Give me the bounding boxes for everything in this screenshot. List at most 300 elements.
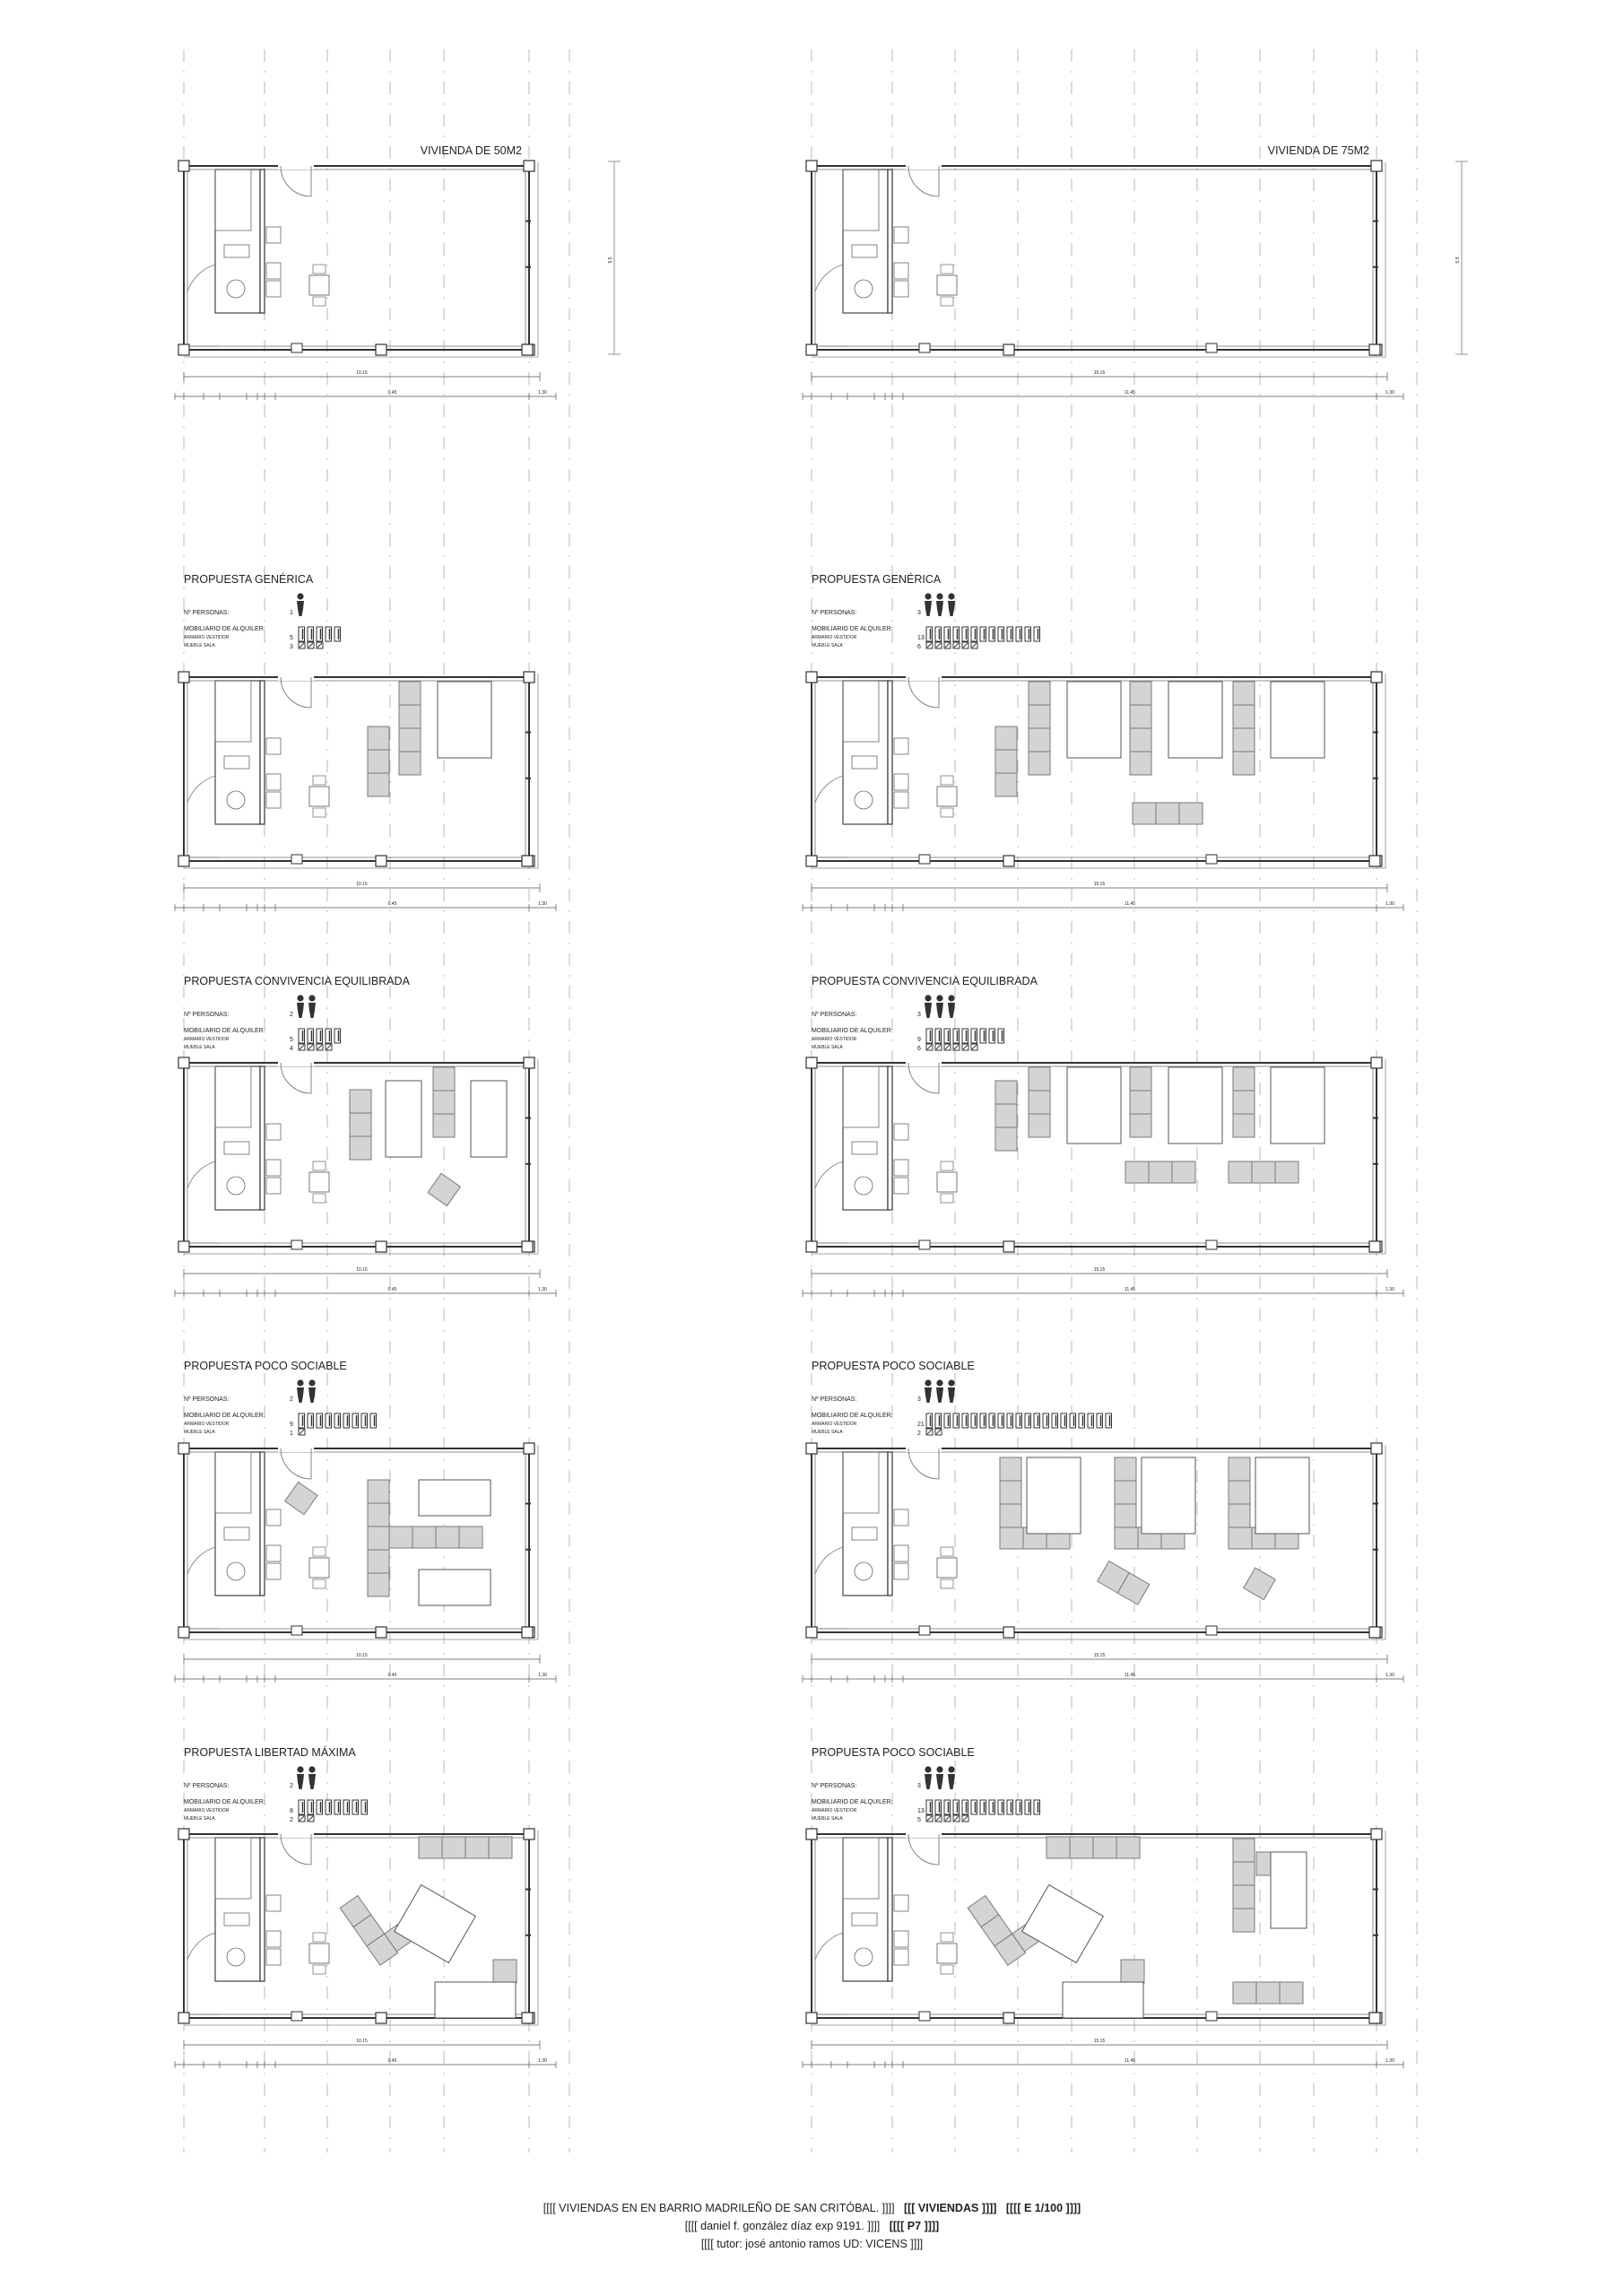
structural-column <box>1371 672 1382 683</box>
closet-icon <box>944 1413 951 1428</box>
closet-module <box>350 1090 371 1113</box>
closet-module <box>1133 803 1156 824</box>
toilet <box>855 1948 873 1966</box>
structural-column <box>919 344 930 352</box>
closet-module <box>995 1081 1017 1104</box>
chair <box>313 1161 326 1170</box>
counter <box>266 1160 281 1176</box>
closet-label: ARMARIO VESTIDOR <box>184 635 230 640</box>
structural-column <box>178 1443 189 1454</box>
closet-icon <box>971 1413 977 1428</box>
left-plan-2 <box>175 975 556 1297</box>
living-label: MUEBLE SALA <box>184 643 215 648</box>
closet-icon <box>1034 627 1040 641</box>
closet-icon <box>299 627 305 641</box>
sheet-name: [[[ VIVIENDAS ]]]] <box>903 2202 997 2214</box>
closet-module <box>1256 1982 1280 2004</box>
structural-column <box>806 2013 817 2023</box>
closet-module <box>1000 1481 1021 1504</box>
closet-icon <box>299 1800 305 1814</box>
plan-title: PROPUESTA POCO SOCIABLE <box>184 1360 347 1372</box>
dining-table <box>309 1944 329 1963</box>
sink <box>224 1527 249 1540</box>
chair <box>313 297 326 306</box>
living-count: 6 <box>917 1046 921 1052</box>
dimension-label: 10.15 <box>356 882 368 887</box>
structural-column <box>1003 1627 1014 1638</box>
structural-column <box>524 1443 534 1454</box>
closet-icon <box>935 1029 942 1043</box>
structural-column <box>806 1829 817 1839</box>
closet-module <box>1280 1982 1303 2004</box>
bed <box>1271 682 1324 758</box>
closet-module <box>1029 752 1050 775</box>
closet-module <box>1029 1067 1050 1091</box>
structural-column <box>1206 2012 1217 2021</box>
closet-module <box>368 1526 389 1550</box>
closet-module <box>1046 1837 1070 1858</box>
structural-column <box>522 344 533 355</box>
structural-column <box>376 344 386 355</box>
lounge-chair <box>428 1173 460 1205</box>
door-swing <box>187 1161 215 1188</box>
structural-column <box>919 2012 930 2021</box>
closet-icon <box>334 1029 341 1043</box>
living-label: MUEBLE SALA <box>812 643 843 648</box>
closet-module <box>1130 682 1151 705</box>
chair <box>941 297 953 306</box>
closet-module <box>1233 1091 1255 1114</box>
closet-icon <box>944 1029 951 1043</box>
dimension-label: 1.30 <box>1385 390 1394 396</box>
people-label: Nº PERSONAS: <box>812 1783 857 1789</box>
shower <box>215 170 251 230</box>
bed <box>438 682 491 758</box>
structural-column <box>178 344 189 355</box>
door-swing <box>281 166 311 196</box>
dimension-label: 15.15 <box>1093 1653 1106 1658</box>
closet-module <box>1000 1457 1021 1481</box>
structural-column <box>178 2013 189 2023</box>
person-icon <box>297 995 303 1001</box>
closet-icon <box>326 1800 332 1814</box>
closet-module <box>368 1573 389 1596</box>
toilet <box>227 1562 245 1580</box>
living-count: 3 <box>290 644 293 650</box>
closet-icon <box>998 1413 1004 1428</box>
bed <box>1067 682 1121 758</box>
person-icon <box>936 593 942 599</box>
plan-title: PROPUESTA CONVIVENCIA EQUILIBRADA <box>184 975 410 987</box>
person-icon <box>948 601 955 616</box>
person-icon <box>925 1766 931 1772</box>
structural-column <box>524 672 534 683</box>
person-icon <box>925 1379 931 1386</box>
dimension-label: 1.30 <box>1385 1287 1394 1292</box>
closet-module <box>436 1526 459 1548</box>
closet-module <box>433 1067 455 1091</box>
structural-column <box>1003 856 1014 866</box>
closet-icon <box>953 1029 960 1043</box>
closet-count: 5 <box>290 1037 293 1043</box>
closet-module <box>995 726 1017 750</box>
people-count: 3 <box>917 610 921 616</box>
person-icon <box>948 1379 954 1386</box>
counter <box>266 1895 281 1911</box>
furniture-label: MOBILIARIO DE ALQUILER: <box>812 1413 893 1419</box>
bathroom-wall <box>260 1838 265 1981</box>
structural-column <box>291 2012 302 2021</box>
chair <box>313 1194 326 1203</box>
bathroom-wall <box>888 1452 892 1596</box>
counter <box>266 1509 281 1526</box>
bed <box>1027 1457 1081 1534</box>
furniture-label: MOBILIARIO DE ALQUILER: <box>184 1413 265 1419</box>
door-opening <box>906 1831 942 1838</box>
sink <box>852 1142 877 1154</box>
closet-module <box>1233 1909 1255 1932</box>
people-label: Nº PERSONAS: <box>812 610 857 616</box>
title-block-line-3 <box>0 2238 1624 2250</box>
closet-icon <box>352 1800 359 1814</box>
closet-icon <box>343 1800 350 1814</box>
person-icon <box>308 995 315 1001</box>
dimension-label: 15.15 <box>1093 1267 1106 1273</box>
person-icon <box>936 1774 943 1789</box>
person-icon <box>308 1387 316 1403</box>
structural-column <box>178 1241 189 1252</box>
people-label: Nº PERSONAS: <box>184 1783 230 1789</box>
closet-icon <box>989 1029 995 1043</box>
bed <box>1271 1067 1324 1144</box>
door-swing <box>281 677 311 708</box>
person-icon <box>948 995 954 1001</box>
closet-module <box>350 1136 371 1160</box>
door-opening <box>278 1446 314 1452</box>
closet-icon <box>926 1029 933 1043</box>
bed <box>1142 1457 1195 1534</box>
people-count: 3 <box>917 1012 921 1018</box>
bed-group <box>1022 1885 1104 1963</box>
structural-column <box>1003 344 1014 355</box>
door-swing <box>187 265 215 291</box>
closet-icon <box>980 1413 986 1428</box>
closet-module <box>995 750 1017 773</box>
chair <box>941 1579 953 1588</box>
people-label: Nº PERSONAS: <box>184 1012 230 1018</box>
toilet <box>855 1562 873 1580</box>
people-count: 2 <box>290 1012 293 1018</box>
closet-count: 13 <box>917 1808 925 1814</box>
dimension-label: 10.15 <box>356 2039 368 2044</box>
dimension-label: 0.45 <box>387 1287 397 1292</box>
chair <box>313 1579 326 1588</box>
structural-column <box>376 2013 386 2023</box>
door-swing <box>187 776 215 803</box>
closet-icon <box>308 627 314 641</box>
bathroom-partition <box>843 681 888 824</box>
closet-icon <box>989 627 995 641</box>
closet-icon <box>1025 627 1031 641</box>
toilet <box>855 1177 873 1195</box>
dimension-label: 1.30 <box>1385 1673 1394 1678</box>
dimension-label: 15.15 <box>1093 370 1106 376</box>
bed <box>1063 1982 1143 2018</box>
closet-icon <box>1025 1413 1031 1428</box>
person-icon <box>297 601 304 616</box>
title-block-line-2 <box>0 2220 1624 2232</box>
counter <box>266 1563 281 1579</box>
sink <box>852 756 877 769</box>
structural-column <box>524 161 534 171</box>
dimension-label: 1.30 <box>1385 901 1394 907</box>
chair <box>941 1161 953 1170</box>
door-swing <box>815 776 843 803</box>
person-icon <box>308 1379 315 1386</box>
chair <box>941 1965 953 1974</box>
closet-icon <box>361 1800 368 1814</box>
living-label: MUEBLE SALA <box>812 1045 843 1050</box>
people-label: Nº PERSONAS: <box>812 1396 857 1403</box>
living-label: MUEBLE SALA <box>812 1816 843 1822</box>
chair <box>313 1933 326 1942</box>
dimension-label: 5.5 <box>608 257 613 264</box>
person-icon <box>948 1774 955 1789</box>
chair <box>313 776 326 785</box>
dining-table <box>937 1944 957 1963</box>
closet-module <box>368 1550 389 1573</box>
dimension-label: 1.30 <box>538 1673 547 1678</box>
furniture-label: MOBILIARIO DE ALQUILER: <box>812 1799 893 1805</box>
structural-column <box>1369 856 1380 866</box>
plan-title: PROPUESTA GENÉRICA <box>184 573 314 586</box>
plan-title: PROPUESTA GENÉRICA <box>812 573 942 586</box>
structural-column <box>178 856 189 866</box>
closet-icon <box>1034 1413 1040 1428</box>
closet-icon <box>980 1800 986 1814</box>
structural-column <box>178 1627 189 1638</box>
dining-table <box>309 1172 329 1192</box>
closet-module <box>1156 803 1179 824</box>
structural-column <box>291 1240 302 1249</box>
closet-icon <box>998 627 1004 641</box>
counter <box>266 1949 281 1965</box>
sink <box>224 245 249 257</box>
structural-column <box>1371 1057 1382 1068</box>
left-plan-0 <box>175 144 621 400</box>
structural-column <box>524 1829 534 1839</box>
shower <box>215 1452 251 1513</box>
structural-column <box>919 855 930 864</box>
structural-column <box>178 1057 189 1068</box>
sink <box>224 1913 249 1926</box>
structural-column <box>806 344 817 355</box>
closet-module <box>1070 1837 1093 1858</box>
counter <box>894 1545 908 1561</box>
person-icon <box>308 1766 315 1772</box>
door-swing <box>908 677 939 708</box>
closet-module <box>1229 1504 1250 1527</box>
counter <box>266 738 281 754</box>
structural-column <box>1369 2013 1380 2023</box>
shower <box>843 1452 879 1513</box>
structural-column <box>806 1627 817 1638</box>
dimension-label: 11.45 <box>1124 901 1136 907</box>
closet-module <box>413 1526 436 1548</box>
closet-icon <box>317 627 323 641</box>
closet-module <box>1252 1161 1275 1183</box>
closet-module <box>433 1114 455 1137</box>
bathroom-wall <box>888 681 892 824</box>
chair <box>941 1933 953 1942</box>
door-opening <box>278 163 314 170</box>
closet-icon <box>1052 1413 1058 1428</box>
person-icon <box>297 1774 304 1789</box>
closet-icon <box>944 627 951 641</box>
person-icon <box>925 1003 932 1018</box>
closet-label: ARMARIO VESTIDOR <box>184 1808 230 1813</box>
counter <box>894 281 908 297</box>
closet-module <box>489 1837 512 1858</box>
person-icon <box>925 1774 932 1789</box>
closet-module <box>1229 1527 1252 1549</box>
people-count: 2 <box>290 1783 293 1789</box>
closet-module <box>368 773 389 796</box>
chair <box>941 1194 953 1203</box>
dining-table <box>937 1172 957 1192</box>
dining-table <box>937 787 957 806</box>
closet-icon <box>953 1413 960 1428</box>
people-label: Nº PERSONAS: <box>184 1396 230 1403</box>
bathroom-partition <box>215 1066 260 1210</box>
dimension-label: 11.45 <box>1124 390 1136 396</box>
closet-icon <box>1097 1413 1103 1428</box>
person-icon <box>297 1766 303 1772</box>
closet-icon <box>326 1413 332 1428</box>
furniture-label: MOBILIARIO DE ALQUILER: <box>184 626 265 632</box>
closet-count: 5 <box>290 635 293 641</box>
structural-column <box>524 1057 534 1068</box>
counter <box>894 263 908 279</box>
left-plan-4 <box>175 1745 556 2068</box>
closet-module <box>1029 728 1050 752</box>
structural-column <box>522 856 533 866</box>
door-swing <box>815 1161 843 1188</box>
closet-module <box>1115 1457 1136 1481</box>
dining-table <box>937 1558 957 1578</box>
door-swing <box>281 1063 311 1093</box>
closet-module <box>1000 1527 1023 1549</box>
closet-icon <box>334 1800 341 1814</box>
dining-table <box>937 275 957 295</box>
structural-column <box>522 1241 533 1252</box>
dimension-label: 0.45 <box>387 901 397 907</box>
lounge-chair <box>285 1482 317 1514</box>
interior-wall-line <box>815 170 1373 346</box>
bed <box>386 1081 421 1157</box>
counter <box>894 792 908 808</box>
chair <box>313 1965 326 1974</box>
chair <box>313 1547 326 1556</box>
bed <box>419 1480 491 1516</box>
sink <box>852 1913 877 1926</box>
door-swing <box>908 1834 939 1865</box>
bathroom-wall <box>260 1066 265 1210</box>
furniture-label: MOBILIARIO DE ALQUILER: <box>812 1028 893 1034</box>
project-title: [[[[ VIVIENDAS EN EN BARRIO MADRILEÑO DE SAN CRITÓBAL. ]]]] <box>543 2202 895 2214</box>
closet-icon <box>1043 1413 1049 1428</box>
door-swing <box>908 1063 939 1093</box>
structural-column <box>291 1626 302 1635</box>
closet-module <box>350 1113 371 1136</box>
living-count: 6 <box>917 644 921 650</box>
structural-column <box>1371 161 1382 171</box>
plan-title: VIVIENDA DE 50M2 <box>420 144 522 157</box>
sink <box>224 756 249 769</box>
structural-column <box>806 672 817 683</box>
closet-label: ARMARIO VESTIDOR <box>812 1808 857 1813</box>
closet-icon <box>971 1800 977 1814</box>
structural-column <box>806 161 817 171</box>
closet-icon <box>1025 1800 1031 1814</box>
structural-column <box>1369 1627 1380 1638</box>
dining-table <box>309 1558 329 1578</box>
closet-icon <box>1007 1800 1013 1814</box>
bathroom-partition <box>215 1838 260 1981</box>
counter <box>894 1160 908 1176</box>
toilet <box>227 791 245 809</box>
left-plan-1 <box>175 572 556 911</box>
person-icon <box>925 1387 932 1403</box>
exterior-wall <box>812 166 1376 350</box>
closet-icon <box>343 1413 350 1428</box>
dimension-label: 1.30 <box>538 1287 547 1292</box>
chair <box>941 1547 953 1556</box>
bed <box>419 1570 491 1605</box>
person-icon <box>948 1766 954 1772</box>
door-swing <box>281 1834 311 1865</box>
counter <box>266 774 281 790</box>
closet-icon <box>317 1413 323 1428</box>
closet-icon <box>1061 1413 1067 1428</box>
sink <box>852 1527 877 1540</box>
bed <box>1255 1457 1309 1534</box>
door-opening <box>278 1831 314 1838</box>
chair <box>313 265 326 274</box>
door-swing <box>908 166 939 196</box>
living-label: MUEBLE SALA <box>184 1045 215 1050</box>
bathroom-wall <box>888 1066 892 1210</box>
person-icon <box>936 1766 942 1772</box>
closet-icon <box>935 1413 942 1428</box>
door-opening <box>906 163 942 170</box>
closet-icon <box>1070 1413 1076 1428</box>
closet-label: ARMARIO VESTIDOR <box>184 1037 230 1042</box>
bed <box>1168 1067 1222 1144</box>
closet-module <box>465 1837 489 1858</box>
bathroom-partition <box>843 170 888 313</box>
plan-title: PROPUESTA POCO SOCIABLE <box>812 1360 975 1372</box>
bed <box>1067 1067 1121 1144</box>
counter <box>266 281 281 297</box>
living-label: MUEBLE SALA <box>812 1430 843 1435</box>
door-opening <box>906 1060 942 1066</box>
person-icon <box>308 1774 316 1789</box>
lounge-chair <box>1244 1568 1276 1600</box>
closet-module <box>419 1837 442 1858</box>
closet-module <box>433 1091 455 1114</box>
dimension-label: 1.30 <box>1385 2058 1394 2064</box>
